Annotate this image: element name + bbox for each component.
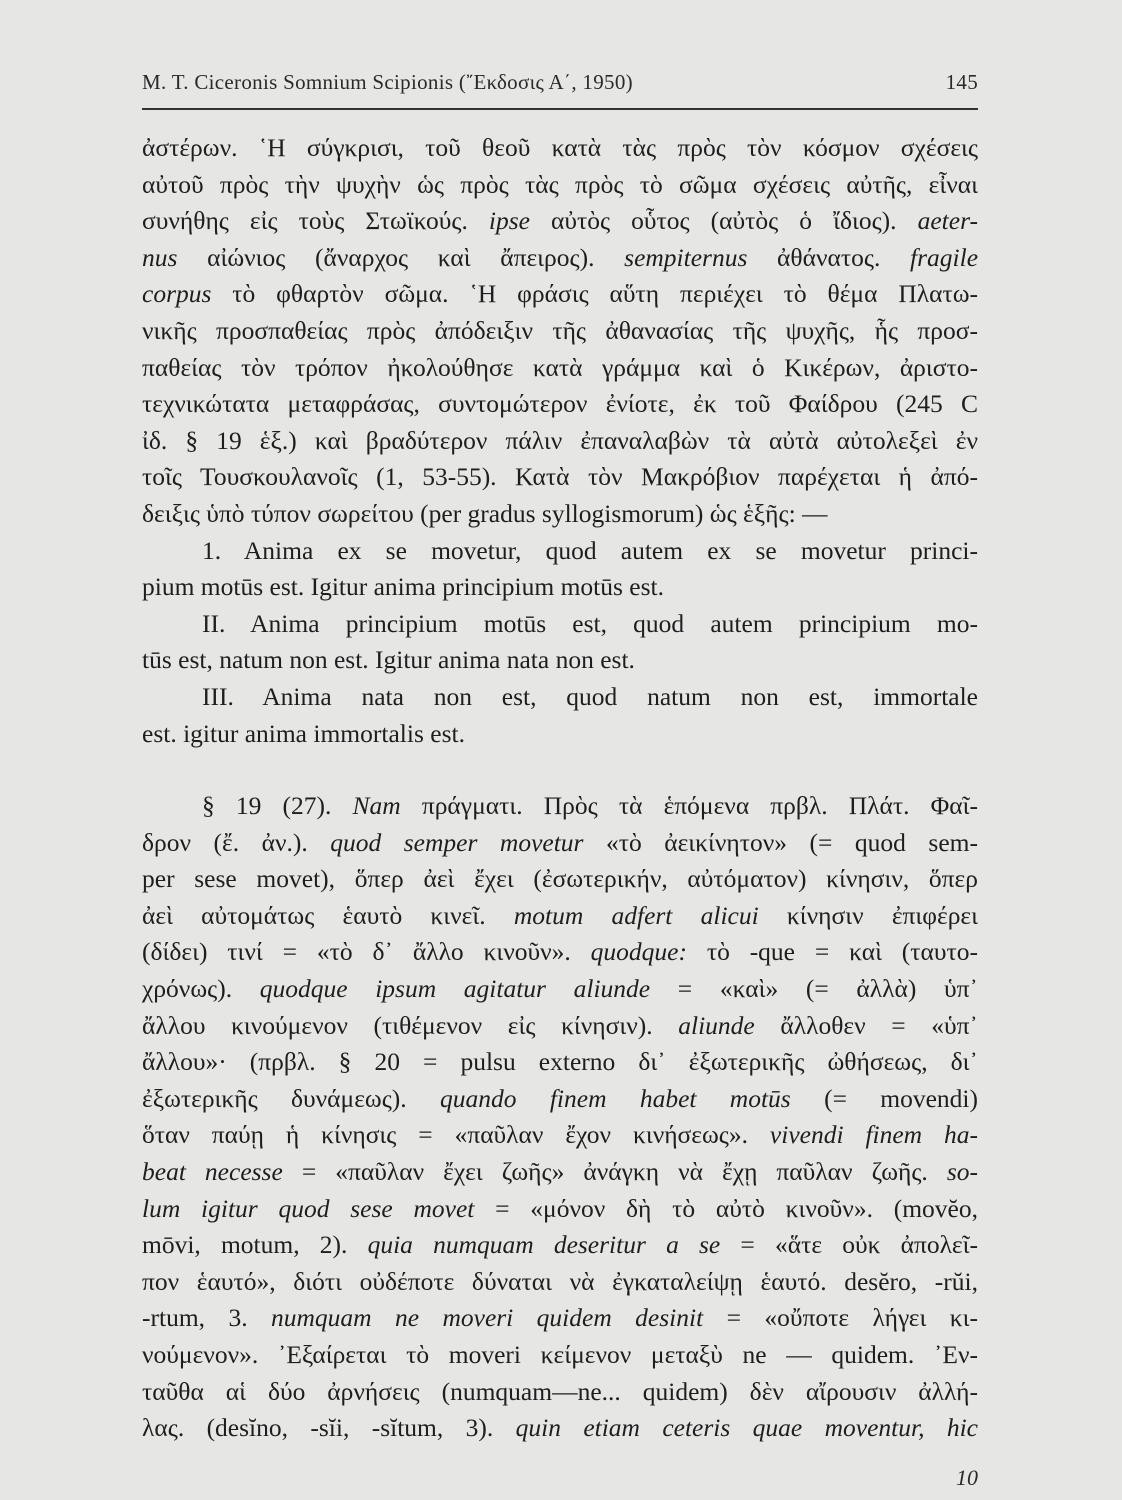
section-gap <box>142 752 978 788</box>
latin-lemma: beat necesse <box>142 1157 283 1187</box>
text-line: beat necesse = «παῦλαν ἔχει ζωῆς» ἀνάγκη νὰ ἔχῃ παῦλαν ζωῆς. so- <box>142 1157 978 1187</box>
latin-lemma: Nam <box>352 791 401 821</box>
body-text <box>142 130 978 1447</box>
text-line: lum igitur quod sese movet = «μόνον δὴ τὸ αὐτὸ κινοῦν». (movĕo, <box>142 1193 978 1223</box>
syllogism-line: 1. Anima ex se movetur, quod autem ex se movetur princi- <box>202 535 978 565</box>
text-line: corpus τὸ φθαρτὸν σῶμα. ῾Η φράσις αὕτη περιέχει τὸ θέμα Πλατω- <box>142 279 978 309</box>
commentary-paragraph-2 <box>142 788 978 1447</box>
text-line: ἐξωτερικῆς δυνάμεως). quando finem habet motūs (= movendi) <box>142 1083 979 1113</box>
signature-mark: 10 <box>956 1465 978 1490</box>
latin-lemma: quando finem habet motūs <box>440 1083 791 1113</box>
text-line: αὐτοῦ πρὸς τὴν ψυχὴν ὡς πρὸς τὰς πρὸς τὸ σῶμα σχέσεις αὐτῆς, εἶναι <box>142 169 978 199</box>
syllogism-line: est. igitur anima immortalis est. <box>142 718 465 748</box>
text-line: § 19 (27). Nam πράγματι. Πρὸς τὰ ἑπόμενα πρβλ. Πλάτ. Φαῖ- <box>202 791 978 821</box>
text-line: δειξις ὑπὸ τύπον σωρείτου (per gradus syllogismorum) ὡς ἑξῆς: — <box>142 498 828 528</box>
latin-lemma: ipse <box>488 206 530 236</box>
latin-lemma: vivendi finem ha- <box>769 1120 978 1150</box>
text-line: συνήθης εἰς τοὺς Στωϊκούς. ipse αὐτὸς οὗτος (αὐτὸς ὁ ἴδιος). aeter- <box>142 206 978 236</box>
syllogism-line: III. Anima nata non est, quod natum non est, immortale <box>202 681 978 711</box>
syllogism-line: tūs est, natum non est. Igitur anima nata non est. <box>142 645 635 675</box>
latin-lemma: sempiternus <box>624 242 748 272</box>
text-line: ἀεὶ αὐτομάτως ἑαυτὸ κινεῖ. motum adfert alicui κίνησιν ἐπιφέρει <box>142 900 979 930</box>
latin-lemma: quia numquam deseritur a se <box>367 1230 721 1260</box>
latin-lemma: numquam ne moveri quidem desinit <box>270 1303 704 1333</box>
syllogism-line: pium motūs est. Igitur anima principium motūs est. <box>142 572 664 602</box>
text-line: ἄλλου κινούμενον (τιθέμενον εἰς κίνησιν). aliunde ἄλλοθεν = «ὑπ᾽ <box>142 1010 978 1040</box>
running-head <box>142 70 978 104</box>
syllogism-list <box>142 533 978 753</box>
text-line: per sese movet), ὅπερ ἀεὶ ἔχει (ἐσωτερικήν, αὐτόματον) κίνησιν, ὅπερ <box>142 864 978 894</box>
text-line: -rtum, 3. numquam ne moveri quidem desinit = «οὔποτε λήγει κι- <box>142 1303 978 1333</box>
text-line: νούμενον». ᾿Εξαίρεται τὸ moveri κείμενον μεταξὺ ne — quidem. ᾿Εν- <box>142 1340 978 1369</box>
page-number: 145 <box>945 70 978 94</box>
text-line: mōvi, motum, 2). quia numquam deseritur a se = «ἅτε οὐκ ἀπολεῖ- <box>142 1230 978 1260</box>
latin-lemma: quodque ipsum agitatur aliunde <box>259 974 651 1004</box>
syllogism-line: II. Anima principium motūs est, quod autem principium mo- <box>202 608 978 638</box>
commentary-paragraph-1 <box>142 130 978 533</box>
text-line: πον ἑαυτό», διότι οὐδέποτε δύναται νὰ ἐγκαταλείψῃ ἑαυτό. desĕro, -rŭi, <box>142 1266 978 1296</box>
text-line: ὅταν παύῃ ἡ κίνησις = «παῦλαν ἔχον κινήσεως». vivendi finem ha- <box>142 1120 978 1150</box>
text-line: nus αἰώνιος (ἄναρχος καὶ ἄπειρος). sempiternus ἀθάνατος. fragile <box>142 242 979 272</box>
text-line: ἀστέρων. ῾Η σύγκρισι, τοῦ θεοῦ κατὰ τὰς πρὸς τὸν κόσμον σχέσεις <box>142 133 978 162</box>
text-line: τεχνικώτατα μεταφράσας, συντομώτερον ἐνίοτε, ἐκ τοῦ Φαίδρου (245 C <box>142 389 978 419</box>
latin-lemma: aliunde <box>678 1010 755 1040</box>
text-line: τοῖς Τουσκουλανοῖς (1, 53-55). Κατὰ τὸν Μακρόβιον παρέχεται ἡ ἀπό- <box>142 462 978 492</box>
latin-lemma: so- <box>946 1157 978 1187</box>
text-line: ἄλλου»· (πρβλ. § 20 = pulsu externo δι᾽ ἐξωτερικῆς ὠθήσεως, δι᾽ <box>142 1047 978 1077</box>
latin-lemma: fragile <box>910 242 979 272</box>
latin-lemma: lum igitur quod sese movet <box>142 1193 475 1223</box>
text-line: δρον (ἔ. ἀν.). quod semper movetur «τὸ ἀεικίνητον» (= quod sem- <box>142 827 978 857</box>
running-title: M. T. Ciceronis Somnium Scipionis (῎Εκδοσις Α΄, 1950) <box>142 70 633 94</box>
latin-lemma: quod semper movetur <box>330 827 584 857</box>
book-page <box>142 70 979 1490</box>
text-line: λας. (desĭno, -sĭi, -sĭtum, 3). quin etiam ceteris quae moventur, hic <box>142 1413 978 1443</box>
text-line: ἰδ. § 19 ἑξ.) καὶ βραδύτερον πάλιν ἐπαναλαβὼν τὰ αὐτὰ αὐτολεξεὶ ἐν <box>142 425 978 455</box>
text-line: νικῆς προσπαθείας πρὸς ἀπόδειξιν τῆς ἀθανασίας τῆς ψυχῆς, ἧς προσ- <box>142 315 978 345</box>
header-rule <box>142 108 978 110</box>
latin-lemma: aeter- <box>917 206 978 236</box>
latin-lemma: quodque: <box>590 937 687 967</box>
text-line: ταῦθα αἱ δύο ἀρνήσεις (numquam—ne... quidem) δὲν αἴρουσιν ἀλλή- <box>142 1376 978 1406</box>
latin-lemma: corpus <box>142 279 212 309</box>
latin-lemma: motum adfert alicui <box>513 900 759 930</box>
latin-lemma: quin etiam ceteris quae moventur, hic <box>515 1413 978 1443</box>
text-line: χρόνως). quodque ipsum agitatur aliunde = «καὶ» (= ἀλλὰ) ὑπ᾽ <box>142 974 978 1004</box>
text-line: (δίδει) τινί = «τὸ δ᾽ ἄλλο κινοῦν». quodque: τὸ -que = καὶ (ταυτο- <box>142 937 979 967</box>
text-line: παθείας τὸν τρόπον ἠκολούθησε κατὰ γράμμα καὶ ὁ Κικέρων, ἀριστο- <box>142 352 978 382</box>
latin-lemma: nus <box>142 242 178 272</box>
